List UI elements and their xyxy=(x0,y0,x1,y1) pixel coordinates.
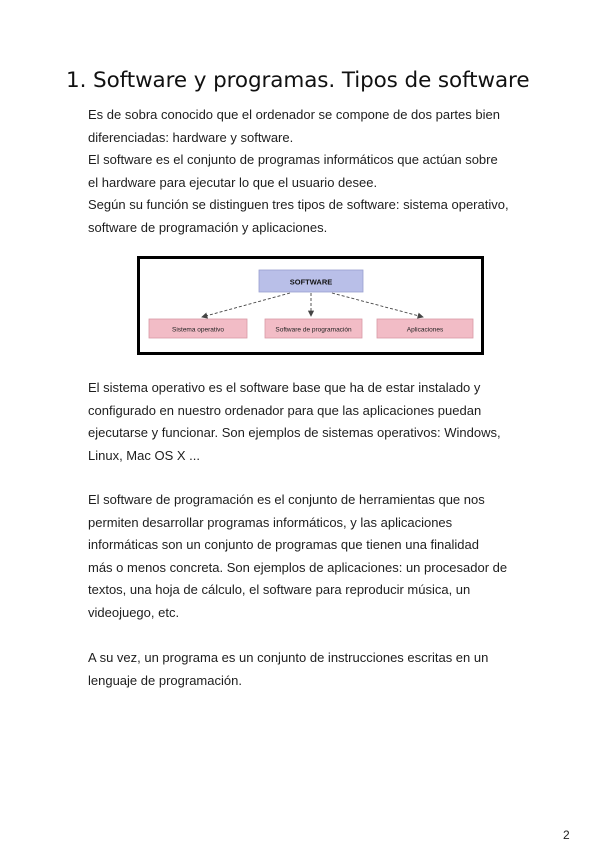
programacion-paragraph xyxy=(88,489,538,624)
text-line: textos, una hoja de cálculo, el software para reproducir música, un xyxy=(88,582,471,597)
diagram-arrow xyxy=(332,293,423,317)
text-line: Linux, Mac OS X ... xyxy=(88,447,200,463)
text-line: Es de sobra conocido que el ordenador se compone de dos partes bien xyxy=(88,107,500,122)
text-line: videojuego, etc. xyxy=(88,604,180,620)
sistema-operativo-paragraph xyxy=(88,377,538,467)
text-line: El sistema operativo es el software base que ha de estar instalado y xyxy=(88,380,481,395)
diagram-root-label: SOFTWARE xyxy=(289,277,333,287)
text-line: ejecutarse y funcionar. Son ejemplos de sistemas operativos: Windows, xyxy=(88,425,501,440)
text-line: más o menos concreta. Son ejemplos de aplicaciones: un procesador de xyxy=(88,559,508,575)
text-line: Según su función se distinguen tres tipos de software: sistema operativo, xyxy=(88,197,509,212)
text-line: A su vez, un programa es un conjunto de instrucciones escritas en un xyxy=(88,650,489,665)
diagram-node-label: Sistema operativo xyxy=(171,326,225,334)
page-number: 2 xyxy=(563,828,570,842)
intro-paragraph xyxy=(88,104,538,239)
text-line: El software es el conjunto de programas informáticos que actúan sobre xyxy=(88,152,498,167)
diagram-arrow xyxy=(202,293,290,317)
diagram-node-label: Aplicaciones xyxy=(406,326,444,334)
text-line: permiten desarrollar programas informáticos, y las aplicaciones xyxy=(88,514,453,530)
page-title: 1. Software y programas. Tipos de software xyxy=(66,68,530,93)
software-types-diagram xyxy=(137,256,484,355)
text-line: configurado en nuestro ordenador para que las aplicaciones puedan xyxy=(88,402,482,418)
text-line: el hardware para ejecutar lo que el usuario desee. xyxy=(88,174,378,190)
text-line: lenguaje de programación. xyxy=(88,672,242,688)
diagram-node-label: Software de programación xyxy=(275,326,352,334)
text-line: diferenciadas: hardware y software. xyxy=(88,129,294,145)
text-line: informáticas son un conjunto de programas que tienen una finalidad xyxy=(88,537,479,552)
programa-paragraph xyxy=(88,647,538,692)
text-line: El software de programación es el conjunto de herramientas que nos xyxy=(88,492,485,507)
text-line: software de programación y aplicaciones. xyxy=(88,219,328,235)
